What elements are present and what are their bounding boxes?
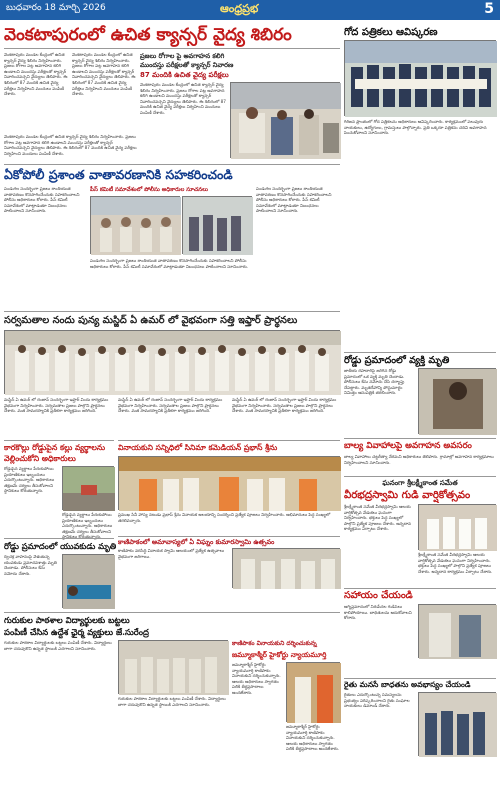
headline-child-marriage: బాల్య వివాహాలపై అవగాహన అవసరం [344,441,472,451]
cancer-camp-sub2: ముందస్తు పరీక్షలతో క్యాన్సర్ నివారణ [140,61,234,69]
temple-body: శ్రీలక్ష్మీకాంత సమేత వీరభద్రస్వామి ఆలయ వార్షికోత్సవ వేడుకలు ఘనంగా నిర్వహించారు. భక్తులు పెద్ద సంఖ్యలో పాల్గొని ప్రత్యేక పూజలు చేశారు. అన్నదాన కార్యక్రమం ఏర్పాటు చేశారు. [344,504,411,532]
headline-justice-visit: జమ్మూకాశ్మీర్ హైకోర్టు న్యాయమూర్తి [232,650,327,659]
justice-photo [286,662,340,722]
masthead-bar [0,0,500,20]
headline-road-accident-1: రోడ్డు ప్రమాదంలో వ్యక్తి మృతి [344,355,450,366]
iftar-body-col3: మస్జిద్ ఏ ఉమర్ లో రంజాన్ సందర్భంగా ఇఫ్తార్ విందు కార్యక్రమం వైభవంగా నిర్వహించారు. సర్వమతాల ప్రజలు పాల్గొని ప్రార్థనలు చేశారు. మత సామరస్యానికి ప్రతీకగా కార్యక్రమం జరిగింది. [232,397,337,414]
child-marriage-body: బాల్య వివాహాలు చట్టరీత్యా నేరమని అధికారులు తెలిపారు. గ్రామాల్లో అవగాహన కార్యక్రమాలు నిర్వహించాలని సూచించారు. [344,454,494,465]
cancer-camp-sub3: 87 మందికి ఉచిత వైద్య పరీక్షలు [140,71,229,79]
road-accident-1-body: జాతీయ రహదారిపై జరిగిన రోడ్డు ప్రమాదంలో ఒక వ్యక్తి మృతి చెందాడు. పోలీసులు కేసు నమోదు చేసి దర్యాప్తు చేపట్టారు. మృతదేహాన్ని పోస్టుమార్టం నిమిత్తం ఆసుపత్రికి తరలించారు. [344,368,405,396]
page-number: 5 [484,1,494,17]
youth-death-photo [62,554,114,608]
cancer-camp-body-col2: వెంకటాపురం మండల కేంద్రంలో ఉచిత క్యాన్సర్ వైద్య శిబిరం నిర్వహించారు. ప్రజలు రోగాల పట్ల అవగాహన కలిగి ఉండాలని ముందస్తు పరీక్షలతో క్యాన్సర్ నివారించవచ్చని వైద్యులు తెలిపారు. ఈ శిబిరంలో 87 మందికి ఉచిత వైద్య పరీక్షలు నిర్వహించి మందులు పంపిణీ చేశారు. [72,52,136,97]
help-body: అగ్నిప్రమాదంలో నిరుపేదల గుడిసెలు కాలిపోయాయి. బాధితులను ఆదుకోవాలని కోరారు. [344,604,412,621]
cancer-camp-body-col1: వెంకటాపురం మండల కేంద్రంలో ఉచిత క్యాన్సర్ వైద్య శిబిరం నిర్వహించారు. ప్రజలు రోగాల పట్ల అవగాహన కలిగి ఉండాలని ముందస్తు పరీక్షలతో క్యాన్సర్ నివారించవచ్చని వైద్యులు తెలిపారు. ఈ శిబిరంలో 87 మందికి ఉచిత వైద్య పరీక్షలు నిర్వహించి మందులు పంపిణీ చేశారు. [4,52,68,97]
headline-peaceful-environment: ఏకోపోలీ ప్రశాంత వాతావరణానికి సహకరించండి [4,167,233,182]
iftar-body-col2: మస్జిద్ ఏ ఉమర్ లో రంజాన్ సందర్భంగా ఇఫ్తార్ విందు కార్యక్రమం వైభవంగా నిర్వహించారు. సర్వమతాల ప్రజలు పాల్గొని ప్రార్థనలు చేశారు. మత సామరస్యానికి ప్రతీకగా కార్యక్రమం జరిగింది. [118,397,223,414]
kanipakam-body: కాణిపాకం వరసిద్ధి వినాయక స్వామి ఆలయంలో ప్రత్యేక ఉత్సవాలు వైభవంగా జరిగాయి. [118,548,225,559]
help-photo [418,604,496,658]
issue-date: బుధవారం 18 మార్చి 2026 [6,3,106,13]
headline-cancer-camp: వెంకటాపురంలో ఉచిత క్యాన్సర్ వైద్య శిబిరం [4,25,292,45]
road-accident-1-photo [418,368,496,434]
headline-farmers: రైతు మనసే బాధతను అవభాస్యం చేయండి [344,680,471,689]
iftar-body-col1: మస్జిద్ ఏ ఉమర్ లో రంజాన్ సందర్భంగా ఇఫ్తార్ విందు కార్యక్రమం వైభవంగా నిర్వహించారు. సర్వమతాల ప్రజలు పాల్గొని ప్రార్థనలు చేశారు. మత సామరస్యానికి ప్రతీకగా కార్యక్రమం జరిగింది. [4,397,109,414]
kanipakam-photo [232,548,340,588]
headline-students-2: పంపిణీ చేసిన ఉద్దేశ ఛైర్మ వ్యక్తులు జే.సురేంద్ర [4,627,149,637]
students-photo [118,640,228,694]
headline-newspaper-launch: గోద పత్రికలు ఆవిష్కరణ [344,27,438,38]
temple-photo [418,504,496,550]
karakollu-body: రోడ్డుపైన వ్యర్థాలు పేరుకుపోయి ప్రయాణికులు ఇబ్బందులు ఎదుర్కొంటున్నారు. అధికారులు తక్షణమే చర్యలు తీసుకోవాలని స్థానికులు కోరుతున్నారు. [4,466,55,494]
peaceful-env-body-col3: పండుగల సందర్భంగా ప్రజలు శాంతియుత వాతావరణం కొనసాగించేందుకు సహకరించాలని పోలీసు అధికారులు కోరారు. పీస్ కమిటీ సమావేశంలో మాట్లాడుతూ నిబంధనలు పాటించాలని సూచించారు. [256,186,332,214]
cancer-camp-sub1: ప్రజలు రోగాల పై అవగాహన కలిగి [140,52,225,60]
headline-kanipakam: కాణిపాకంలో అమావాస్యలో ఏ విఘ్నం కుమారస్వామి ఉత్సవం [118,538,275,546]
headline-iftar: సర్వమతాల నందు పున్య మస్జిద్ ఏ ఉమర్ లో వైభవంగా సత్తి ఇఫ్తార్ ప్రార్థనలు [4,315,298,326]
justice-body-2: జమ్మూకాశ్మీర్ హైకోర్టు న్యాయమూర్తి కాణిపాకం వినాయకుని దర్శించుకున్నారు. ఆలయ అధికారులు స్వాగతం పలికి తీర్థప్రసాదాలు అందజేశారు. [286,724,340,752]
temple-body-2: శ్రీలక్ష్మీకాంత సమేత వీరభద్రస్వామి ఆలయ వార్షికోత్సవ వేడుకలు ఘనంగా నిర్వహించారు. భక్తులు పెద్ద సంఖ్యలో పాల్గొని ప్రత్యేక పూజలు చేశారు. అన్నదాన కార్యక్రమం ఏర్పాటు చేశారు. [418,552,493,574]
iftar-photo [4,330,340,394]
headline-students: గురుకుల పాఠశాల విద్యార్థులకు బట్టలు [4,615,130,625]
justice-body: జమ్మూకాశ్మీర్ హైకోర్టు న్యాయమూర్తి కాణిపాకం వినాయకుని దర్శించుకున్నారు. ఆలయ అధికారులు స్వాగతం పలికి తీర్థప్రసాదాలు అందజేశారు. [232,662,281,695]
peaceful-env-photo [90,196,180,254]
peaceful-env-photo-2 [182,196,252,254]
peaceful-env-body-col1: పండుగల సందర్భంగా ప్రజలు శాంతియుత వాతావరణం కొనసాగించేందుకు సహకరించాలని పోలీసు అధికారులు కోరారు. పీస్ కమిటీ సమావేశంలో మాట్లాడుతూ నిబంధనలు పాటించాలని సూచించారు. [4,186,80,214]
headline-karakollu: కారకొల్లు రోడ్డుపైన కల్లు వ్యర్థాలను [4,443,106,452]
peaceful-env-body-col2: పండుగల సందర్భంగా ప్రజలు శాంతియుత వాతావరణం కొనసాగించేందుకు సహకరించాలని పోలీసు అధికారులు కోరారు. పీస్ కమిటీ సమావేశంలో మాట్లాడుతూ నిబంధనలు పాటించాలని సూచించారు. [90,258,249,269]
newspaper-launch-body: గిరిజన ప్రాంతంలో గోద పత్రికలను అధికారులు ఆవిష్కరించారు. కార్యక్రమంలో పలువురు నాయకులు, ఉద్యోగులు, గ్రామస్తులు పాల్గొన్నారు. ప్రతి ఒక్కరూ పత్రికను చదివి అవగాహన పెంచుకోవాలని సూచించారు. [344,119,487,136]
karakollu-body-2: రోడ్డుపైన వ్యర్థాలు పేరుకుపోయి ప్రయాణికులు ఇబ్బందులు ఎదుర్కొంటున్నారు. అధికారులు తక్షణమే చర్యలు తీసుకోవాలని స్థానికులు కోరుతున్నారు. [62,512,113,540]
karakollu-photo [62,466,114,510]
students-body: గురుకుల పాఠశాల విద్యార్థులకు బట్టలు పంపిణీ చేశారు. విద్యార్థులు బాగా చదువుకొని ఉన్నత స్థాయికి ఎదగాలని సూచించారు. [4,640,112,651]
farmers-body: రైతులు ఎదుర్కొంటున్న సమస్యలను ప్రభుత్వం పరిష్కరించాలని రైతు సంఘాల నాయకులు డిమాండ్ చేశారు. [344,692,410,709]
peaceful-env-caption: పీస్ కమిటీ సమావేశంలో పోలీసు అధికారుల సూచనలు [90,187,208,193]
farmers-photo [418,692,496,756]
paper-name: ఆంధ్రప్రభ [220,2,259,15]
cancer-camp-body-col3: వెంకటాపురం మండల కేంద్రంలో ఉచిత క్యాన్సర్ వైద్య శిబిరం నిర్వహించారు. ప్రజలు రోగాల పట్ల అవగాహన కలిగి ఉండాలని ముందస్తు పరీక్షలతో క్యాన్సర్ నివారించవచ్చని వైద్యులు తెలిపారు. ఈ శిబిరంలో 87 మందికి ఉచిత వైద్య పరీక్షలు నిర్వహించి మందులు పంపిణీ చేశారు. [140,82,226,115]
headline-help: సహాయం చేయండి [344,590,413,601]
temple-kicker: ఘనంగా శ్రీలక్ష్మీకాంత సమేత [382,479,458,487]
headline-karakollu-2: వెల్లించుకోని అధికారులు [4,454,76,463]
cancer-camp-photo [230,82,340,158]
headline-vinayaka: వినాయకుని సన్నిధిలో సినిమా కమెడియన్ ప్రభాస్ శ్రీను [118,443,278,452]
cancer-camp-body-col5: వెంకటాపురం మండల కేంద్రంలో ఉచిత క్యాన్సర్ వైద్య శిబిరం నిర్వహించారు. ప్రజలు రోగాల పట్ల అవగాహన కలిగి ఉండాలని ముందస్తు పరీక్షలతో క్యాన్సర్ నివారించవచ్చని వైద్యులు తెలిపారు. ఈ శిబిరంలో 87 మందికి ఉచిత వైద్య పరీక్షలు నిర్వహించి మందులు పంపిణీ చేశారు. [4,134,137,156]
headline-temple-anniversary: వీరభద్రస్వామి గుడి వార్షికోత్సవం [344,489,471,501]
newspaper-launch-photo [344,40,496,116]
vinayaka-photo [118,456,340,510]
vinayaka-body: ప్రముఖ సినీ హాస్య నటుడు ప్రభాస్ శ్రీను వినాయక ఆలయాన్ని సందర్శించి ప్రత్యేక పూజలు నిర్వహించారు. అభిమానులు పెద్ద సంఖ్యలో తరలివచ్చారు. [118,512,331,523]
justice-kicker: కాణిపాకం వినాయకుని దర్శించుకున్న [232,640,317,647]
youth-death-body: ద్విచక్ర వాహనంపై వెళుతున్న యువకుడు ప్రమాదవశాత్తు మృతి చెందాడు. పోలీసులు కేసు నమోదు చేశారు. [4,554,57,576]
headline-youth-death: రోడ్డు ప్రమాదంలో యువకుడు మృతి [4,541,117,551]
students-body-2: గురుకుల పాఠశాల విద్యార్థులకు బట్టలు పంపిణీ చేశారు. విద్యార్థులు బాగా చదువుకొని ఉన్నత స్థాయికి ఎదగాలని సూచించారు. [118,696,226,707]
